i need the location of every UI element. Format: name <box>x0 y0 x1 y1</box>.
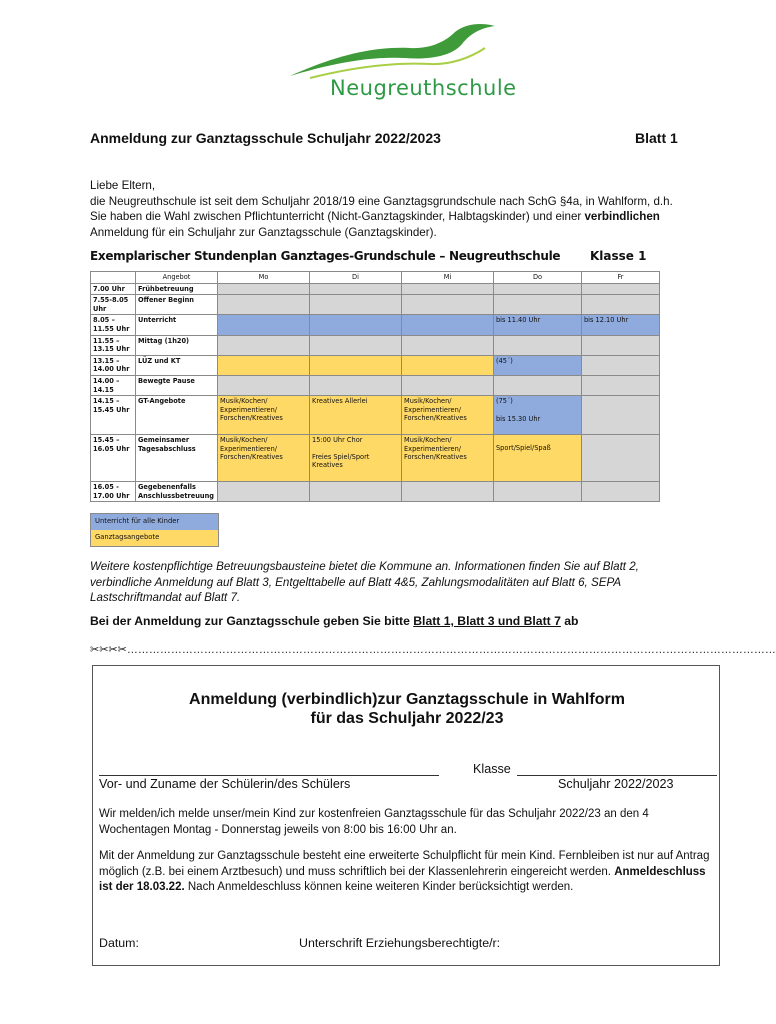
class-field-group <box>473 762 717 776</box>
table-row <box>91 375 660 395</box>
table-cell <box>582 396 660 435</box>
table-cell <box>310 335 402 355</box>
table-cell <box>218 482 310 502</box>
intro-text <box>90 178 690 240</box>
plan-class: Klasse 1 <box>590 249 647 263</box>
date-field[interactable]: Datum: <box>99 936 139 950</box>
table-cell <box>218 283 310 295</box>
cell-mo: Musik/Kochen/ Experimentieren/ Forschen/Kreatives <box>218 396 310 435</box>
table-cell <box>402 355 494 375</box>
header-cell: Angebot <box>136 272 218 284</box>
table-cell <box>218 315 310 335</box>
time-cell: 14.15 – 15.45 Uhr <box>91 396 136 435</box>
table-cell <box>494 335 582 355</box>
table-cell <box>582 375 660 395</box>
table-header-row <box>91 272 660 284</box>
header-cell: Mi <box>402 272 494 284</box>
table-cell <box>218 375 310 395</box>
header-cell: Do <box>494 272 582 284</box>
table-cell <box>494 283 582 295</box>
school-year-label: Schuljahr 2022/2023 <box>558 777 674 791</box>
table-cell <box>582 435 660 482</box>
table-cell <box>494 482 582 502</box>
student-name-label: Vor- und Zuname der Schülerin/des Schülers <box>99 777 351 791</box>
header-cell: Mo <box>218 272 310 284</box>
offer-cell: Gemeinsamer Tagesabschluss <box>136 435 218 482</box>
table-row <box>91 315 660 335</box>
student-name-field[interactable] <box>99 762 439 776</box>
class-label: Klasse <box>473 762 511 776</box>
table-cell <box>218 355 310 375</box>
registration-paragraph: Wir melden/ich melde unser/mein Kind zur kostenfreien Ganztagsschule für das Schuljahr 2022/23 an den 4 Wochentagen Montag - Donnerstag jeweils von 8:00 bis 16:00 Uhr an. <box>99 808 649 836</box>
table-row <box>91 396 660 435</box>
header-cell: Fr <box>582 272 660 284</box>
time-cell: 16.05 - 17.00 Uhr <box>91 482 136 502</box>
signature-field[interactable]: Unterschrift Erziehungsberechtigte/r: <box>299 936 501 950</box>
table-cell <box>218 335 310 355</box>
obligation-paragraph: Mit der Anmeldung zur Ganztagsschule besteht eine erweiterte Schulpflicht für mein Kind. Fernbleiben ist nur auf Antrag möglich (z.B. bei einem Arztbesuch) und muss schriftlich bei der Klassenlehrerin eingereicht werden. Anmeldeschluss ist der 18.03.22. Nach Anmeldeschluss können keine weiteren Kinder berücksichtigt werden. <box>99 850 710 893</box>
cell-do: bis 11.40 Uhr <box>494 315 582 335</box>
deadline: Anmeldeschluss ist der 18.03.22. <box>99 865 706 893</box>
table-cell <box>310 355 402 375</box>
timetable <box>90 271 660 502</box>
cell-do: (45´) <box>494 355 582 375</box>
offer-cell: Unterricht <box>136 315 218 335</box>
intro-bold: verbindlichen <box>584 210 660 223</box>
time-cell: 14.00 – 14.15 <box>91 375 136 395</box>
cell-mi: Musik/Kochen/ Experimentieren/ Forschen/Kreatives <box>402 435 494 482</box>
offer-cell: Mittag (1h20) <box>136 335 218 355</box>
intro-paragraph: die Neugreuthschule ist seit dem Schuljahr 2018/19 eine Ganztagsgrundschule nach SchG §4a, in Wahlform, d.h. Sie haben die Wahl zwischen Pflichtunterricht (Nicht-Ganztagskinder, Halbtagskinder) und einer verbindlichen Anmeldung für ein Schuljahr zur Ganztagsschule (Ganztagskinder). <box>90 194 673 239</box>
cell-fr: bis 12.10 Uhr <box>582 315 660 335</box>
header-cell <box>91 272 136 284</box>
header-cell: Di <box>310 272 402 284</box>
table-row <box>91 335 660 355</box>
offer-cell: GT-Angebote <box>136 396 218 435</box>
time-cell: 11.55 – 13.15 Uhr <box>91 335 136 355</box>
table-cell <box>310 375 402 395</box>
offer-text: Weitere kostenpflichtige Betreuungsbausteine bietet die Kommune an. Informationen finden Sie auf Blatt 2, verbindliche Anmeldung auf Blatt 3, Entgelttabelle auf Blatt 4&5, Zahlungsmodalitäten auf Blatt 6, SEPA Lastschriftmandat auf Blatt 7. <box>90 560 639 604</box>
legend-item-instruction: Unterricht für alle Kinder <box>91 514 218 530</box>
table-cell <box>218 295 310 315</box>
offer-cell: LÜZ und KT <box>136 355 218 375</box>
table-row <box>91 295 660 315</box>
time-cell: 7.00 Uhr <box>91 283 136 295</box>
table-cell <box>582 482 660 502</box>
table-cell <box>310 482 402 502</box>
table-row <box>91 283 660 295</box>
table-row <box>91 482 660 502</box>
sheet-number: Blatt 1 <box>635 130 678 146</box>
table-cell <box>310 315 402 335</box>
time-cell: 7.55-8.05 Uhr <box>91 295 136 315</box>
cell-mo: Musik/Kochen/ Experimentieren/ Forschen/Kreatives <box>218 435 310 482</box>
cell-di: 15:00 Uhr Chor Freies Spiel/Sport Kreatives <box>310 435 402 482</box>
table-cell <box>402 283 494 295</box>
cell-mi: Musik/Kochen/ Experimentieren/ Forschen/Kreatives <box>402 396 494 435</box>
registration-form <box>92 665 720 966</box>
time-cell: 8.05 – 11.55 Uhr <box>91 315 136 335</box>
page-title: Anmeldung zur Ganztagsschule Schuljahr 2022/2023 <box>90 130 441 146</box>
table-cell <box>494 375 582 395</box>
cell-do: (75´) bis 15.30 Uhr <box>494 396 582 435</box>
table-cell <box>402 375 494 395</box>
table-cell <box>310 283 402 295</box>
table-cell <box>582 355 660 375</box>
table-row <box>91 435 660 482</box>
table-cell <box>494 295 582 315</box>
offer-cell: Frühbetreuung <box>136 283 218 295</box>
table-cell <box>402 482 494 502</box>
greeting: Liebe Eltern, <box>90 179 156 192</box>
plan-title: Exemplarischer Stundenplan Ganztages-Grundschule – Neugreuthschule <box>90 249 561 263</box>
submit-hint: Bei der Anmeldung zur Ganztagsschule geben Sie bitte Blatt 1, Blatt 3 und Blatt 7 ab <box>90 614 579 628</box>
table-row <box>91 355 660 375</box>
offer-cell: Offener Beginn <box>136 295 218 315</box>
time-cell: 15.45 – 16.05 Uhr <box>91 435 136 482</box>
table-cell <box>582 283 660 295</box>
table-cell <box>402 335 494 355</box>
offer-cell: Gegebenenfalls Anschlussbetreuung <box>136 482 218 502</box>
cell-di: Kreatives Allerlei <box>310 396 402 435</box>
form-title: Anmeldung (verbindlich)zur Ganztagsschule in Wahlform für das Schuljahr 2022/23 <box>189 691 625 727</box>
time-cell: 13.15 – 14.00 Uhr <box>91 355 136 375</box>
cell-do: Sport/Spiel/Spaß <box>494 435 582 482</box>
table-cell <box>402 295 494 315</box>
offer-cell: Bewegte Pause <box>136 375 218 395</box>
school-logo <box>280 18 517 108</box>
table-cell <box>402 315 494 335</box>
legend <box>90 513 219 547</box>
class-field[interactable] <box>517 764 717 776</box>
logo-text: Neugreuthschule <box>330 76 517 100</box>
cut-line: ✂✂✂✂…………………………………………………………………………………………………………………………………………………………… <box>90 644 776 656</box>
table-cell <box>582 335 660 355</box>
table-cell <box>310 295 402 315</box>
legend-item-allday: Ganztagsangebote <box>91 530 218 546</box>
table-cell <box>582 295 660 315</box>
